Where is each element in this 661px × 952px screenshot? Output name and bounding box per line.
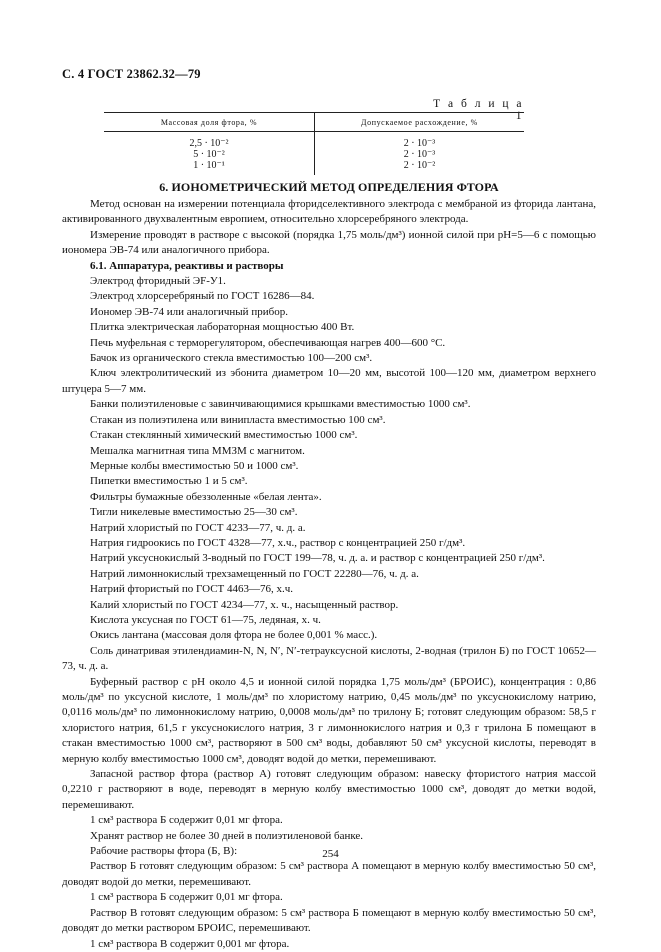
paragraph: Рабочие растворы фтора (Б, В): bbox=[90, 845, 238, 858]
paragraph: Натрия гидроокись по ГОСТ 4328—77, х.ч., раствор с концентрацией 250 г/дм³. bbox=[90, 536, 466, 549]
paragraph: 1 см³ раствора Б содержит 0,01 мг фтора. bbox=[90, 891, 283, 904]
paragraph: Ключ электролитический из эбонита диаметром 10—20 мм, высотой 100—120 мм, диаметром верхнего штуцера 5—7 мм. bbox=[62, 367, 596, 395]
paragraph: Раствор В готовят следующим образом: 5 см³ раствора Б помещают в мерную колбу вместимостью 50 см³, доводят до метки раствором БРОИС, перемешивают. bbox=[62, 906, 596, 935]
paragraph: Фильтры бумажные обеззоленные «белая лента». bbox=[90, 490, 322, 503]
paragraph: Метод основан на измерении потенциала фторидселективного электрода с мембраной из фторида лантана, активированного двухвалентным европием, относительно хлорсеребряного электрода. bbox=[62, 198, 596, 226]
paragraph: Раствор Б готовят следующим образом: 5 см³ раствора А помещают в мерную колбу вместимостью 50 см³, доводят водой до метки, перемешивают. bbox=[62, 860, 596, 888]
data-table bbox=[104, 112, 524, 175]
paragraph: Кислота уксусная по ГОСТ 61—75, ледяная, х. ч. bbox=[90, 613, 321, 626]
paragraph: Печь муфельная с терморегулятором, обеспечивающая нагрев 400—600 °С. bbox=[90, 336, 446, 349]
table-cell: 5 · 10⁻² bbox=[104, 149, 315, 160]
paragraph: Хранят раствор не более 30 дней в полиэтиленовой банке. bbox=[90, 829, 364, 842]
paragraph: Стакан из полиэтилена или винипласта вместимостью 100 см³. bbox=[90, 413, 386, 426]
paragraph: Измерение проводят в растворе с высокой (порядка 1,75 моль/дм³) ионной силой при pH=5—6 с помощью иономера ЭВ-74 или аналогичного прибора. bbox=[62, 228, 596, 257]
paragraph: Электрод фторидный ЭF-У1. bbox=[90, 275, 226, 288]
paragraph: 1 см³ раствора Б содержит 0,01 мг фтора. bbox=[90, 814, 283, 827]
paragraph: Буферный раствор с pH около 4,5 и ионной силой порядка 1,75 моль/дм³ (БРОИС), концентрация : 0,86 моль/дм³ по уксусной кислоте, 1 моль/дм³ по хлористому натрию, 0,45 моль/дм³ по уксуснокислому натрию, 0,0116 моль/дм³ по лимоннокислому натрию, 0,0008 моль/дм³ по трилону Б; готовят следующим образом: 58,5 г хлористого натрия, 61,5 г уксуснокислого натрия, 3 г лимоннокислого натрия и 0,3 г трилона Б помещают в стакан вместимостью 1000 см³, растворяют в 500 см³ воды, добавляют 50 см³ уксусной кислоты, переводят в мерную колбу вместимостью 1000 см³, доводят водой до метки, перемешивают. bbox=[62, 675, 596, 765]
paragraph: Плитка электрическая лабораторная мощностью 400 Вт. bbox=[90, 321, 355, 334]
paragraph: Стакан стеклянный химический вместимостью 1000 см³. bbox=[90, 429, 358, 442]
paragraph: Запасной раствор фтора (раствор А) готовят следующим образом: навеску фтористого натрия массой 0,2210 г растворяют в воде, переводят в мерную колбу вместимостью 1000 см³, доводят до метки водой, перемешивают. bbox=[62, 768, 596, 811]
subsection-heading: 6.1. Аппаратура, реактивы и растворы bbox=[90, 259, 284, 272]
table-cell: 2 · 10⁻² bbox=[403, 160, 436, 171]
paragraph: Соль динатривая этилендиамин-N, N, N′, N′-тетрауксусной кислоты, 2-водная (трилон Б) по ГОСТ 10652—73, ч. д. а. bbox=[62, 644, 596, 673]
paragraph: Окись лантана (массовая доля фтора не более 0,001 % масс.). bbox=[90, 629, 378, 642]
paragraph: Калий хлористый по ГОСТ 4234—77, х. ч., насыщенный раствор. bbox=[90, 598, 399, 611]
page-number: 254 bbox=[322, 848, 339, 860]
paragraph: Натрий фтористый по ГОСТ 4463—76, х.ч. bbox=[90, 583, 294, 596]
paragraph: Натрий лимоннокислый трехзамещенный по ГОСТ 22280—76, ч. д. а. bbox=[90, 567, 419, 580]
body-text bbox=[62, 197, 596, 952]
paragraph: Бачок из органического стекла вместимостью 100—200 см³. bbox=[90, 352, 373, 365]
table-cell: 2,5 · 10⁻² bbox=[104, 132, 315, 150]
table-row bbox=[104, 149, 524, 160]
paragraph: Мешалка магнитная типа ММЗМ с магнитом. bbox=[90, 444, 305, 457]
paragraph: Мерные колбы вместимостью 50 и 1000 см³. bbox=[90, 459, 299, 472]
page-header: С. 4 ГОСТ 23862.32—79 bbox=[62, 67, 201, 81]
column-header-tolerance: Допускаемое расхождение, % bbox=[315, 113, 525, 132]
paragraph: Натрий хлористый по ГОСТ 4233—77, ч. д. а. bbox=[90, 521, 306, 534]
table-header-row bbox=[104, 113, 524, 132]
paragraph: Тигли никелевые вместимостью 25—30 см³. bbox=[90, 506, 298, 519]
paragraph: Банки полиэтиленовые с завинчивающимися крышками вместимостью 1000 см³. bbox=[90, 398, 471, 411]
table-cell: 2 · 10⁻³ bbox=[403, 138, 436, 149]
paragraph: Иономер ЭВ-74 или аналогичный прибор. bbox=[90, 305, 288, 318]
table-cell: 1 · 10⁻¹ bbox=[104, 160, 315, 175]
table-cell: 2 · 10⁻³ bbox=[403, 149, 436, 160]
paragraph: 1 см³ раствора В содержит 0,001 мг фтора. bbox=[90, 937, 290, 950]
table-row bbox=[104, 132, 524, 150]
paragraph: Электрод хлорсеребряный по ГОСТ 16286—84. bbox=[90, 290, 315, 303]
column-header-mass-fraction: Массовая доля фтора, % bbox=[104, 113, 315, 132]
section-title: 6. ИОНОМЕТРИЧЕСКИЙ МЕТОД ОПРЕДЕЛЕНИЯ ФТОРА bbox=[159, 180, 499, 194]
table-caption: Т а б л и ц а 1 bbox=[433, 98, 524, 122]
paragraph: Натрий уксуснокислый 3-водный по ГОСТ 199—78, ч. д. а. и раствор с концентрацией 250 г/дм³. bbox=[90, 552, 545, 565]
table-row bbox=[104, 160, 524, 175]
paragraph: Пипетки вместимостью 1 и 5 см³. bbox=[90, 475, 248, 488]
